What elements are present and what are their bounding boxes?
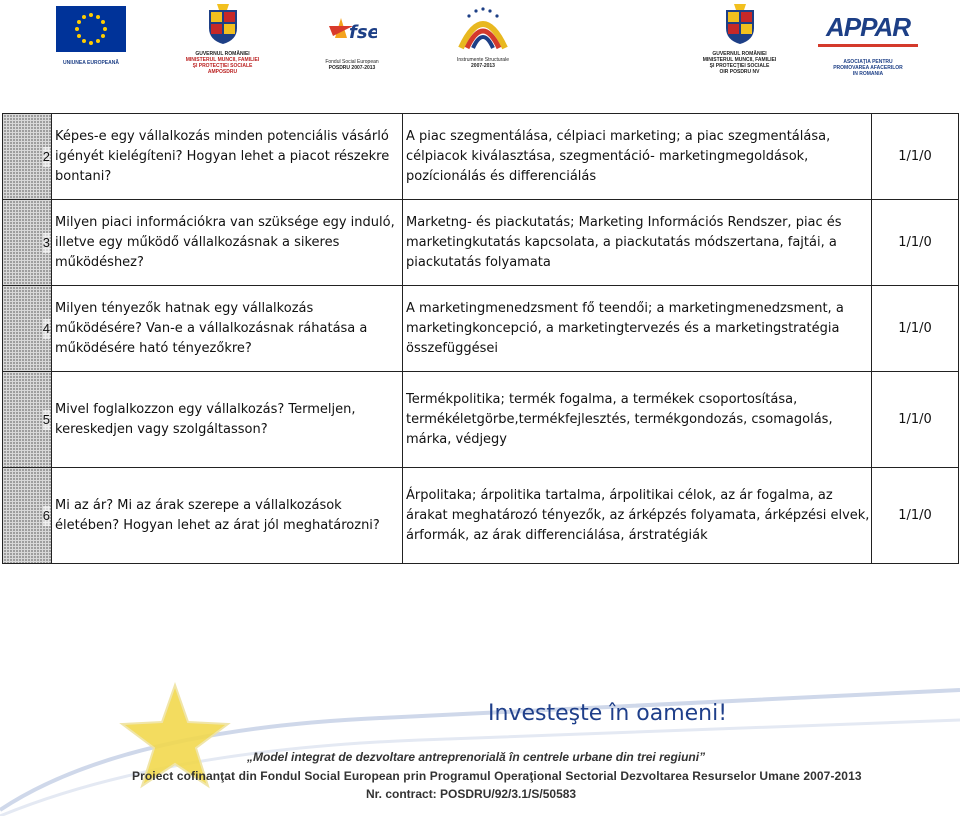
is-caption-line-2: 2007-2013: [471, 63, 495, 69]
appar-logo: [818, 10, 918, 77]
ro-caption-1-line-1: GUVERNUL ROMÂNIEI: [195, 51, 250, 57]
row-number: 6: [43, 506, 50, 526]
row-number-cell: [3, 200, 52, 286]
score-cell: 1/1/0: [872, 200, 959, 286]
content-cell: A marketingmenedzsment fő teendői; a marketingmenedzsment, a marketingkoncepció, a marketingtervezés és a marketingstratégia összefüggései: [403, 286, 872, 372]
eu-logo: [55, 6, 127, 66]
header-logos: [0, 0, 960, 90]
table-row: [3, 286, 959, 372]
appar-brand: APPAR: [818, 10, 918, 47]
fse-caption-line-2: POSDRU 2007-2013: [328, 65, 376, 71]
row-number: 4: [43, 319, 50, 339]
row-number: 5: [43, 410, 50, 430]
appar-caption-line-3: IN ROMANIA: [852, 71, 884, 77]
eu-flag-icon: [56, 6, 126, 52]
question-cell: Mi az ár? Mi az árak szerepe a vállalkozások életében? Hogyan lehet az árat jól meghatározni?: [52, 468, 403, 564]
table-row: [3, 468, 959, 564]
table-row: [3, 200, 959, 286]
appar-caption-line-2: PROMOVAREA AFACERILOR: [833, 65, 903, 71]
ro-government-logo-1: [185, 4, 260, 75]
content-cell: Árpolitaka; árpolitika tartalma, árpolitikai célok, az ár fogalma, az árakat meghatározó tényezők, az árképzés folyamata, árképzési elvek, árformák, az árak differenciálása, árstratégiák: [403, 468, 872, 564]
appar-caption-line-1: ASOCIAŢIA PENTRU: [843, 59, 893, 65]
curriculum-table: [2, 113, 959, 564]
stars-arc-icon: [453, 4, 513, 52]
question-cell: Milyen piaci információkra van szüksége egy induló, illetve egy működő vállalkozásnak a sikeres működéshez?: [52, 200, 403, 286]
coat-of-arms-icon-2: [722, 4, 758, 46]
score-cell: 1/1/0: [872, 468, 959, 564]
row-number: 3: [43, 233, 50, 253]
footer-contract-number: Nr. contract: POSDRU/92/3.1/S/50583: [366, 787, 577, 801]
fse-star-icon: [327, 8, 377, 48]
footer: [0, 660, 960, 816]
question-cell: Mivel foglalkozzon egy vállalkozás? Termeljen, kereskedjen vagy szolgáltasson?: [52, 372, 403, 468]
ro-caption-1-line-3: ŞI PROTECŢIEI SOCIALE: [192, 63, 253, 69]
question-cell: Képes-e egy vállalkozás minden potenciális vásárló igényét kielégíteni? Hogyan lehet a piacot részekre bontani?: [52, 114, 403, 200]
score-cell: 1/1/0: [872, 114, 959, 200]
row-number: 2: [43, 147, 50, 167]
score-cell: 1/1/0: [872, 372, 959, 468]
footer-cofinance-text: Proiect cofinanţat din Fondul Social European prin Programul Operaţional Sectorial Dezvoltarea Resurselor Umane 2007-2013: [132, 769, 862, 783]
question-cell: Milyen tényezők hatnak egy vállalkozás működésére? Van-e a vállalkozásnak ráhatása a működésére ható tényezőkre?: [52, 286, 403, 372]
instrumente-structurale-logo: [443, 4, 523, 69]
ro-caption-1-line-2: MINISTERUL MUNCII, FAMILIEI: [185, 57, 260, 63]
table-row: [3, 372, 959, 468]
row-number-cell: [3, 468, 52, 564]
score-cell: 1/1/0: [872, 286, 959, 372]
fse-caption-line-1: Fondul Social European: [325, 59, 379, 65]
ro-government-logo-2: [692, 4, 787, 75]
row-number-cell: [3, 372, 52, 468]
content-cell: Marketng- és piackutatás; Marketing Információs Rendszer, piac és marketingkutatás kapcsolata, a piackutatás módszertana, fajtái, a piackutatás folyamata: [403, 200, 872, 286]
fse-logo: [312, 8, 392, 71]
eu-caption: UNIUNEA EUROPEANĂ: [63, 60, 119, 66]
row-number-cell: [3, 286, 52, 372]
footer-project-title: „Model integrat de dezvoltare antreprenorială în centrele urbane din trei regiuni”: [247, 750, 706, 764]
fse-text: fse: [349, 22, 377, 43]
ro-caption-1-line-4: AMPOSDRU: [207, 69, 238, 75]
row-number-cell: [3, 114, 52, 200]
content-cell: Termékpolitika; termék fogalma, a termékek csoportosítása, termékéletgörbe,termékfejlesztés, termékgondozás, csomagolás, márka, védjegy: [403, 372, 872, 468]
ro-caption-2-line-4: OIR POSDRU NV: [719, 69, 760, 75]
coat-of-arms-icon: [205, 4, 241, 46]
ro-caption-2-line-1: GUVERNUL ROMÂNIEI: [712, 51, 767, 57]
table-row: [3, 114, 959, 200]
footer-slogan: Investeşte în oameni!: [488, 701, 728, 726]
content-cell: A piac szegmentálása, célpiaci marketing; a piac szegmentálása, célpiacok kiválasztása, szegmentáció- marketingmegoldások, pozícionálás és differenciálás: [403, 114, 872, 200]
ro-caption-2-line-2: MINISTERUL MUNCII, FAMILIEI: [702, 57, 777, 63]
is-caption-line-1: Instrumente Structurale: [457, 57, 509, 63]
ro-caption-2-line-3: ŞI PROTECŢIEI SOCIALE: [709, 63, 770, 69]
